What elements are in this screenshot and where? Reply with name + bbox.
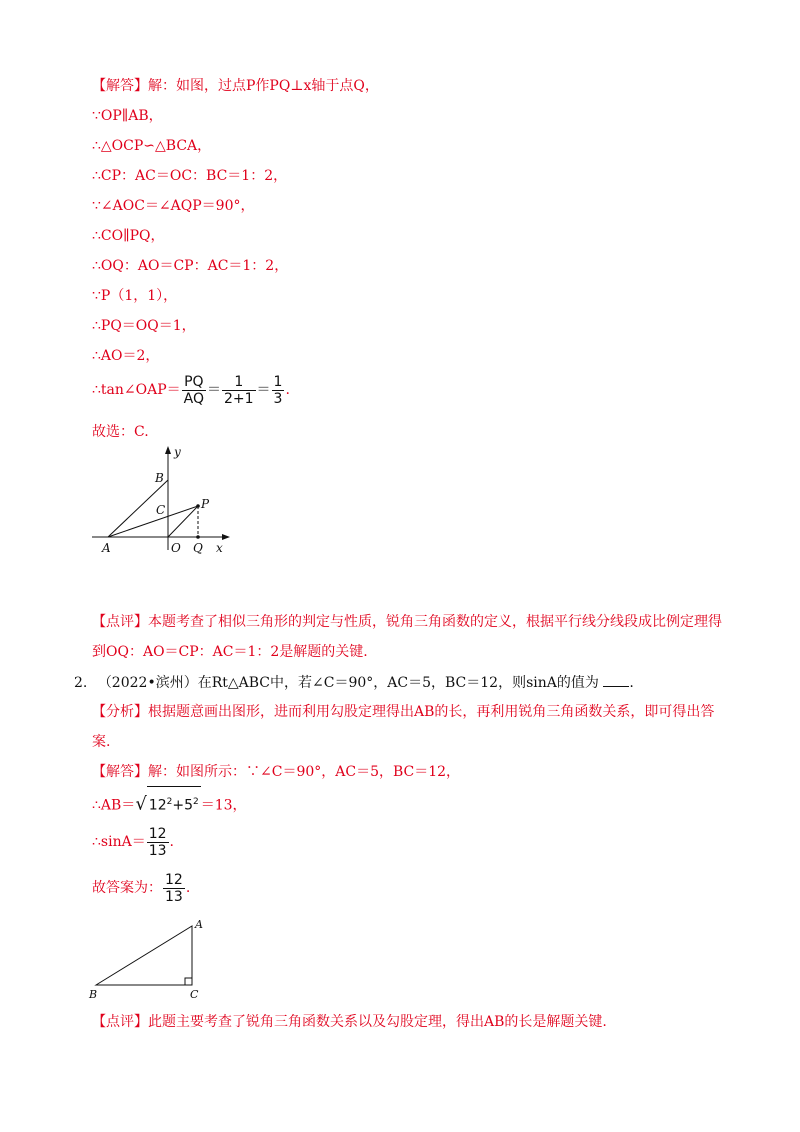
label-c: C — [190, 988, 199, 1001]
label-a: A — [195, 918, 203, 931]
solution-line-9: ∴PQ＝OQ＝1， — [92, 318, 196, 334]
triangle-abc — [96, 926, 192, 985]
label-a: A — [102, 541, 111, 555]
fraction-numerator: 12 — [165, 871, 183, 888]
period: . — [185, 880, 191, 896]
label-c: C — [156, 503, 166, 517]
equals-sign: ＝ — [256, 382, 271, 398]
ab-line — [92, 786, 247, 821]
ab-suffix: ＝13， — [200, 797, 247, 814]
x-axis-arrow-icon — [222, 534, 230, 540]
right-angle-mark-icon — [185, 978, 192, 985]
tan-prefix: ∴tan∠OAP＝ — [92, 382, 181, 398]
label-o: O — [171, 541, 181, 555]
fraction-denominator: 13 — [165, 888, 183, 905]
fraction-1-over-3 — [272, 374, 285, 407]
point-q — [196, 535, 200, 539]
solution-line-8: ∵P（1，1）， — [92, 288, 178, 304]
question-2 — [74, 672, 634, 693]
fraction-pq-aq — [182, 374, 206, 407]
fraction-denominator: 13 — [148, 842, 167, 859]
fraction-numerator: 1 — [222, 374, 256, 391]
answer-prefix: 故答案为： — [92, 880, 162, 896]
label-q: Q — [193, 541, 203, 555]
solution-line-3: ∴△OCP∽△BCA， — [92, 138, 212, 154]
question-number: 2. — [74, 675, 88, 691]
equals-sign: ＝ — [207, 382, 221, 398]
sin-prefix: ∴sinA＝ — [92, 834, 146, 850]
figure-coordinate-triangle — [92, 440, 242, 560]
radicand-12: 12 — [148, 797, 167, 814]
sin-line — [92, 822, 174, 862]
fraction-12-over-13 — [147, 826, 169, 859]
sqrt-expression: √ $12^2+5^2$ — [135, 786, 200, 821]
period: . — [285, 382, 290, 398]
figure-right-triangle — [86, 912, 216, 1002]
label-b: B — [89, 988, 98, 1001]
analysis-line-2: 案. — [92, 734, 111, 750]
question-end: . — [629, 675, 634, 691]
label-y: y — [174, 445, 181, 459]
question-text: （2022•滨州）在Rt△ABC中，若∠C＝90°，AC＝5，BC＝12，则sinA的值为 — [97, 675, 599, 691]
radicand-plus-5: +5 — [172, 797, 193, 814]
sqrt-radicand — [147, 786, 201, 821]
solution-line-5: ∵∠AOC＝∠AQP＝90°， — [92, 198, 255, 214]
label-b: B — [155, 471, 164, 485]
exponent: 2 — [193, 797, 199, 807]
solution-line-4: ∴CP：AC＝OC：BC＝1：2， — [92, 168, 288, 184]
fraction-numerator: PQ — [182, 374, 206, 391]
solution-line-1: 【解答】解：如图，过点P作PQ⊥x轴于点Q， — [92, 78, 379, 94]
analysis-line-1: 【分析】根据题意画出图形，进而利用勾股定理得出AB的长，再利用锐角三角函数关系，即可得出答 — [92, 704, 715, 720]
fraction-numerator: 1 — [273, 373, 283, 390]
solution-line-10: ∴AO＝2， — [92, 348, 160, 364]
ab-prefix: ∴AB＝ — [92, 797, 136, 814]
fraction-1-over-3-sum — [222, 374, 256, 407]
answer-blank — [603, 672, 629, 687]
comment2: 【点评】此题主要考查了锐角三角函数关系以及勾股定理，得出AB的长是解题关键. — [92, 1014, 607, 1030]
period: . — [169, 834, 174, 850]
point-p — [196, 504, 200, 508]
label-p: P — [201, 497, 210, 511]
solution-line-7: ∴OQ：AO＝CP：AC＝1：2， — [92, 258, 289, 274]
fraction-denominator: 2+1 — [224, 390, 254, 407]
answer-choice: 故选：C. — [92, 424, 149, 440]
solution-line-6: ∴CO∥PQ， — [92, 228, 165, 244]
comment-line-2: 到OQ：AO＝CP：AC＝1：2是解题的关键. — [92, 644, 368, 660]
solution2-line-1: 【解答】解：如图所示：∵∠C＝90°，AC＝5，BC＝12， — [92, 764, 461, 780]
solution-line-2: ∵OP∥AB， — [92, 108, 163, 124]
fraction-12-over-13 — [163, 872, 185, 905]
fraction-denominator: 3 — [273, 390, 283, 407]
answer-line — [92, 868, 190, 908]
exponent: 2 — [166, 797, 173, 807]
fraction-denominator: AQ — [183, 390, 204, 407]
label-x: x — [216, 541, 223, 555]
tan-line — [92, 372, 290, 408]
fraction-numerator: 12 — [148, 825, 167, 842]
comment-line-1: 【点评】本题考查了相似三角形的判定与性质，锐角三角函数的定义，根据平行线分线段成比例定理得 — [92, 614, 722, 630]
y-axis-arrow-icon — [165, 446, 171, 454]
segment-ap — [108, 506, 198, 537]
